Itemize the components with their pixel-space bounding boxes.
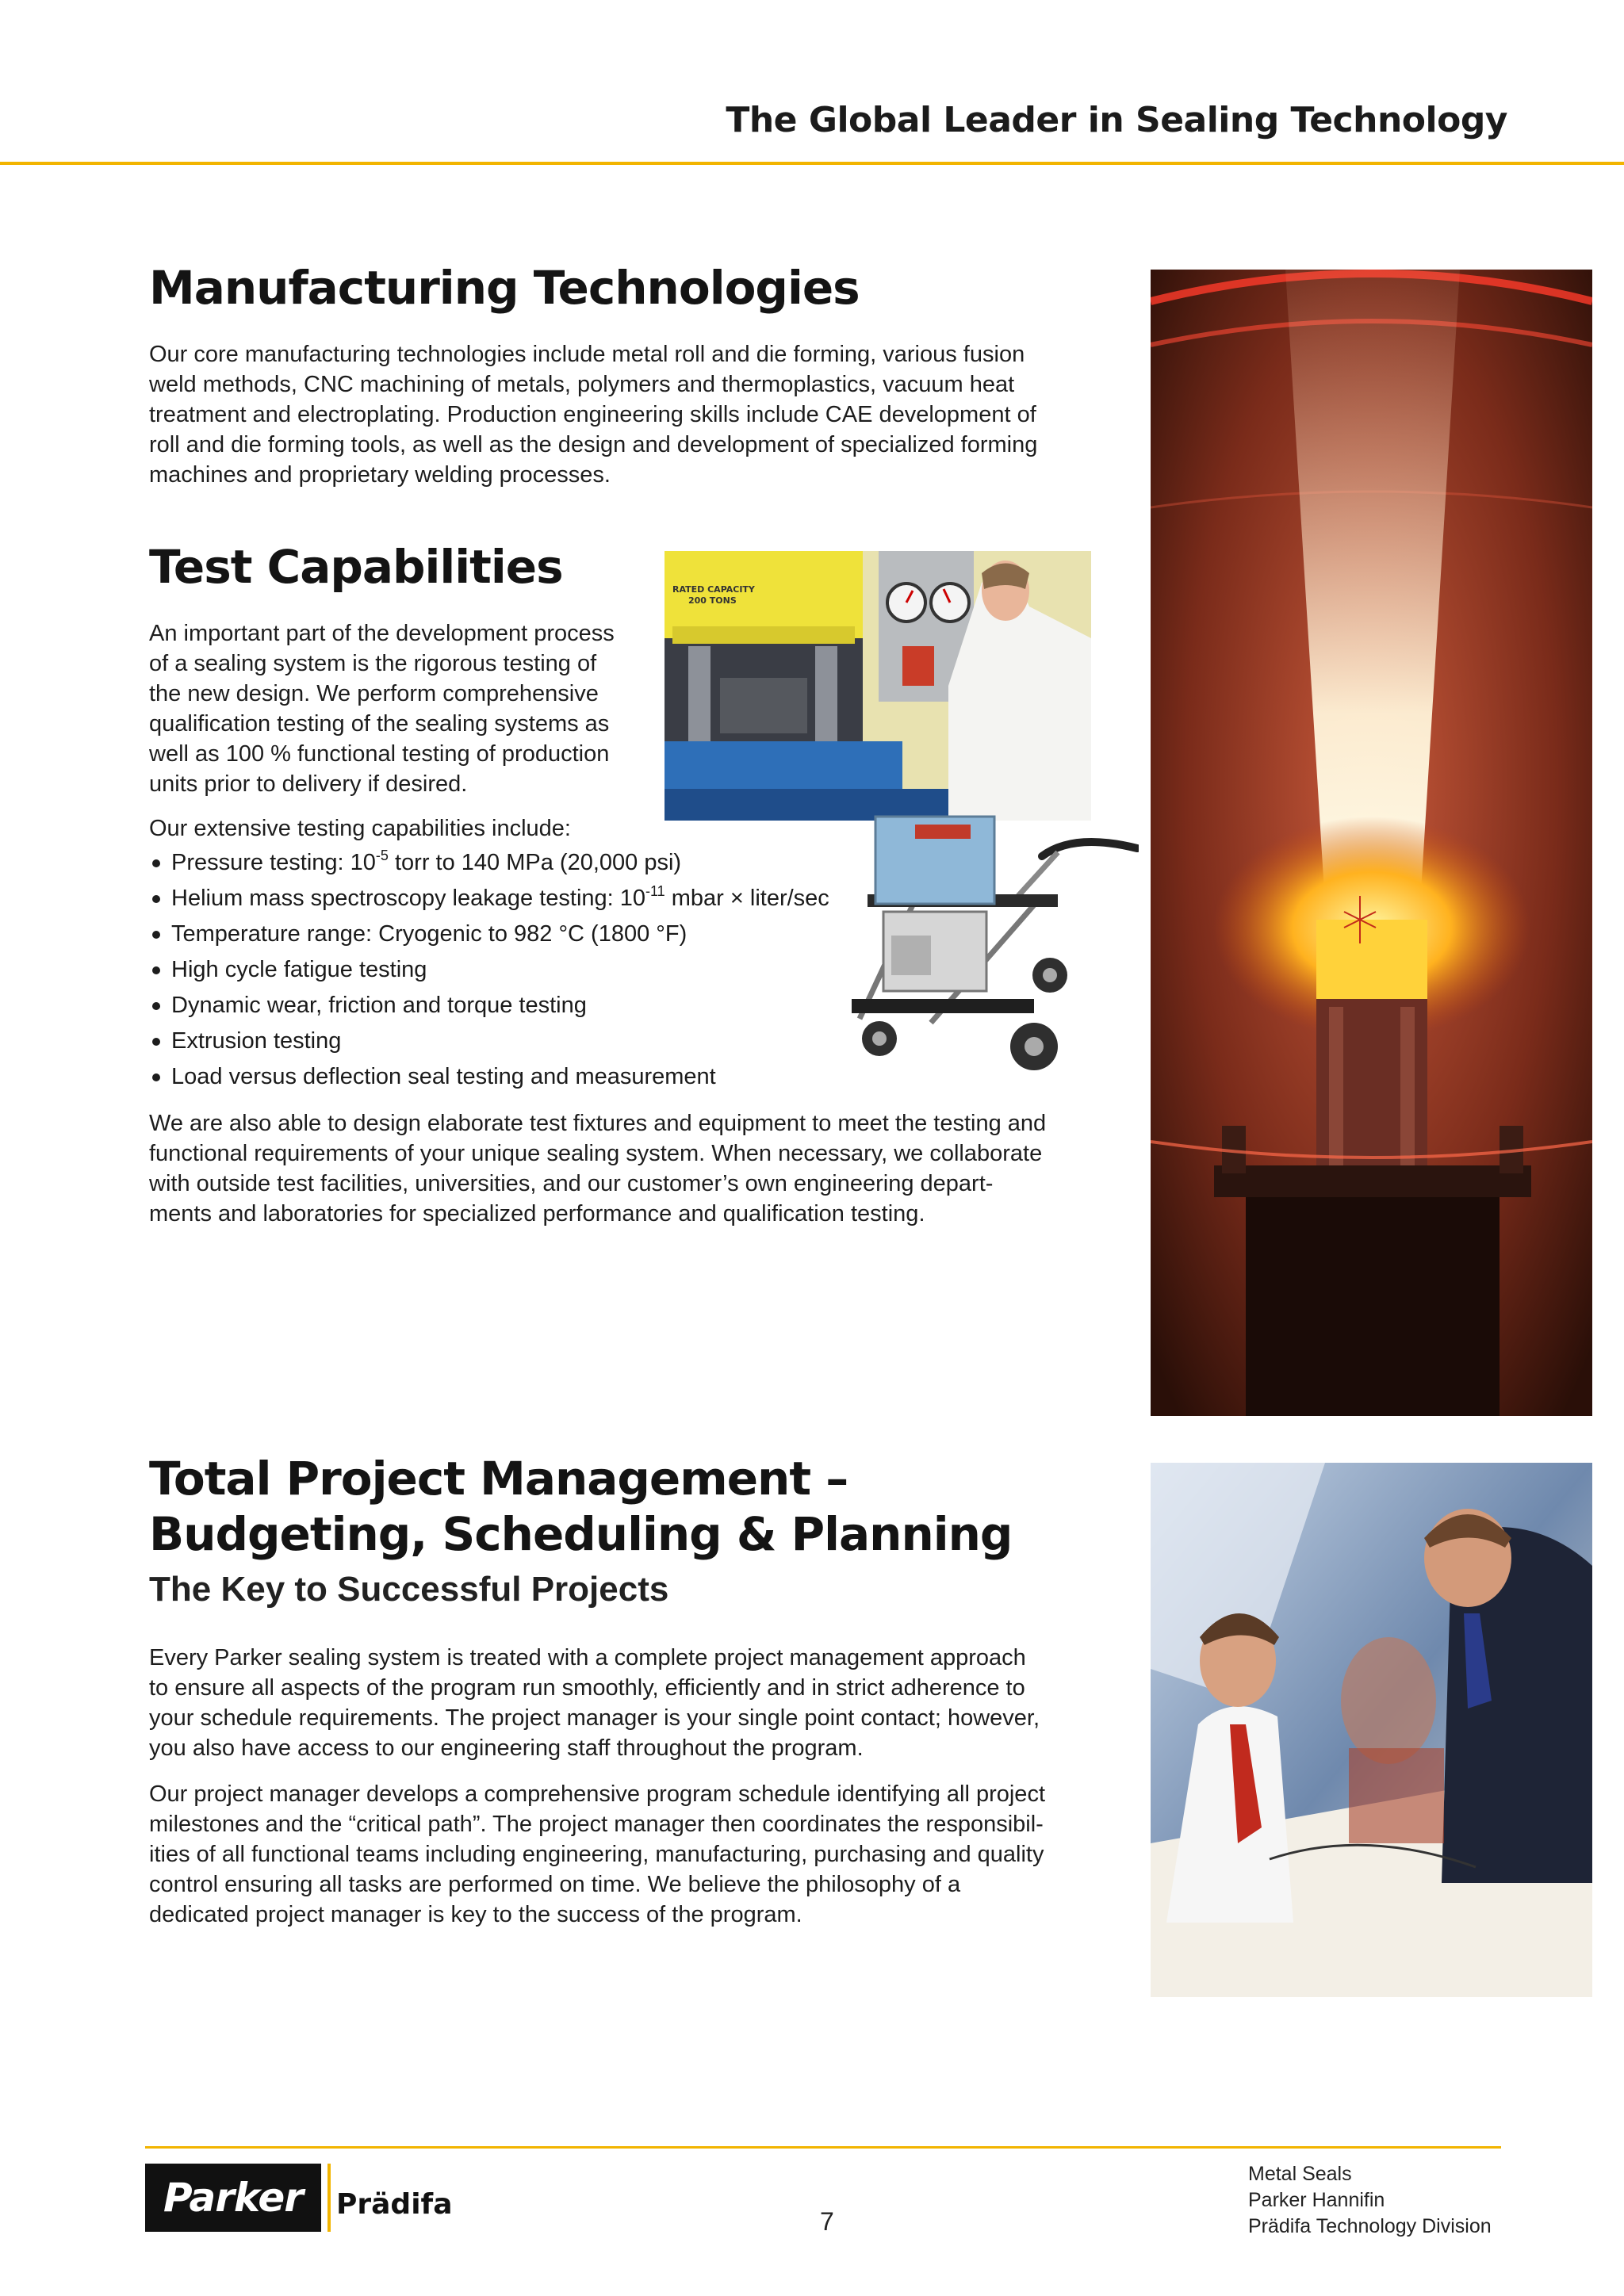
text-line: Our project manager develops a comprehensive program schedule identifying all project [149,1781,1045,1807]
text-line: control ensuring all tasks are performed on time. We believe the philosophy of a [149,1872,961,1897]
list-item: Helium mass spectroscopy leakage testing: $10^{-11}$ mbar × liter/sec [149,881,829,916]
parker-logo: Parker [145,2164,321,2232]
header-rule [0,162,1624,165]
text-line: functional requirements of your unique sealing system. When necessary, we collaborate [149,1141,1043,1166]
list-item: Load versus deflection seal testing and measurement [149,1059,829,1095]
page-header-title: The Global Leader in Sealing Technology [726,100,1507,140]
svg-text:RATED CAPACITY: RATED CAPACITY [672,584,755,595]
test-capabilities-list [149,845,829,1095]
footer-rule [145,2146,1501,2149]
test-lab-photo [665,551,1091,821]
footer-line: Metal Seals [1248,2163,1352,2185]
text-line: ities of all functional teams including engineering, manufacturing, purchasing and quality [149,1842,1044,1867]
footer-line: Parker Hannifin [1248,2189,1385,2211]
text-line: milestones and the “critical path”. The project manager then coordinates the responsibil- [149,1812,1044,1837]
list-item: Temperature range: Cryogenic to 982 °C (1800 °F) [149,916,829,952]
text-line: your schedule requirements. The project manager is your single point contact; however, [149,1705,1040,1731]
footer-line: Prädifa Technology Division [1248,2215,1492,2237]
manufacturing-paragraph [149,339,1085,490]
text-line: machines and proprietary welding processes. [149,462,611,488]
furnace-flame-photo [1151,270,1592,1416]
manufacturing-heading: Manufacturing Technologies [149,261,860,315]
text-line: qualification testing of the sealing systems as [149,711,610,737]
logo-divider [327,2164,331,2232]
pradifa-logo-text: Prädifa [336,2188,453,2221]
test-intro-paragraph [149,618,657,799]
text-line: the new design. We perform comprehensive [149,681,599,706]
list-item: High cycle fatigue testing [149,952,829,988]
test-list-intro: Our extensive testing capabilities include: [149,816,571,841]
text-line: We are also able to design elaborate test fixtures and equipment to meet the testing and [149,1111,1047,1136]
team-meeting-photo [1151,1463,1592,1997]
svg-text:200 TONS: 200 TONS [688,595,737,606]
leak-tester-cart-photo [844,801,1139,1091]
text-line: roll and die forming tools, as well as the design and development of specialized forming [149,432,1038,457]
text-line: dedicated project manager is key to the success of the program. [149,1902,802,1927]
list-item: Pressure testing: $10^{-5}$ torr to 140 MPa (20,000 psi) [149,845,829,881]
text-line: Every Parker sealing system is treated with a complete project management approach [149,1645,1026,1670]
text-line: of a sealing system is the rigorous testing of [149,651,597,676]
project-paragraph-1 [149,1643,1085,1763]
project-heading-line1: Total Project Management – [149,1452,848,1506]
project-paragraph-2 [149,1779,1085,1930]
text-line: treatment and electroplating. Production engineering skills include CAE development of [149,402,1036,427]
footer-division-info [1248,2161,1492,2240]
text-line: weld methods, CNC machining of metals, polymers and thermoplastics, vacuum heat [149,372,1015,397]
test-closing-paragraph [149,1108,1085,1229]
project-subheading: The Key to Successful Projects [149,1570,669,1609]
text-line: to ensure all aspects of the program run smoothly, efficiently and in strict adherence to [149,1675,1025,1701]
page-number: 7 [820,2207,834,2236]
text-line: An important part of the development process [149,621,615,646]
text-line: ments and laboratories for specialized performance and qualification testing. [149,1201,925,1226]
text-line: well as 100 % functional testing of production [149,741,610,767]
text-line: Our core manufacturing technologies include metal roll and die forming, various fusion [149,342,1025,367]
text-line: you also have access to our engineering staff throughout the program. [149,1735,864,1761]
test-capabilities-heading: Test Capabilities [149,540,563,594]
list-item: Extrusion testing [149,1024,829,1059]
text-line: units prior to delivery if desired. [149,771,468,797]
list-item: Dynamic wear, friction and torque testing [149,988,829,1024]
text-line: with outside test facilities, universities, and our customer’s own engineering depart- [149,1171,994,1196]
project-heading-line2: Budgeting, Scheduling & Planning [149,1507,1013,1561]
